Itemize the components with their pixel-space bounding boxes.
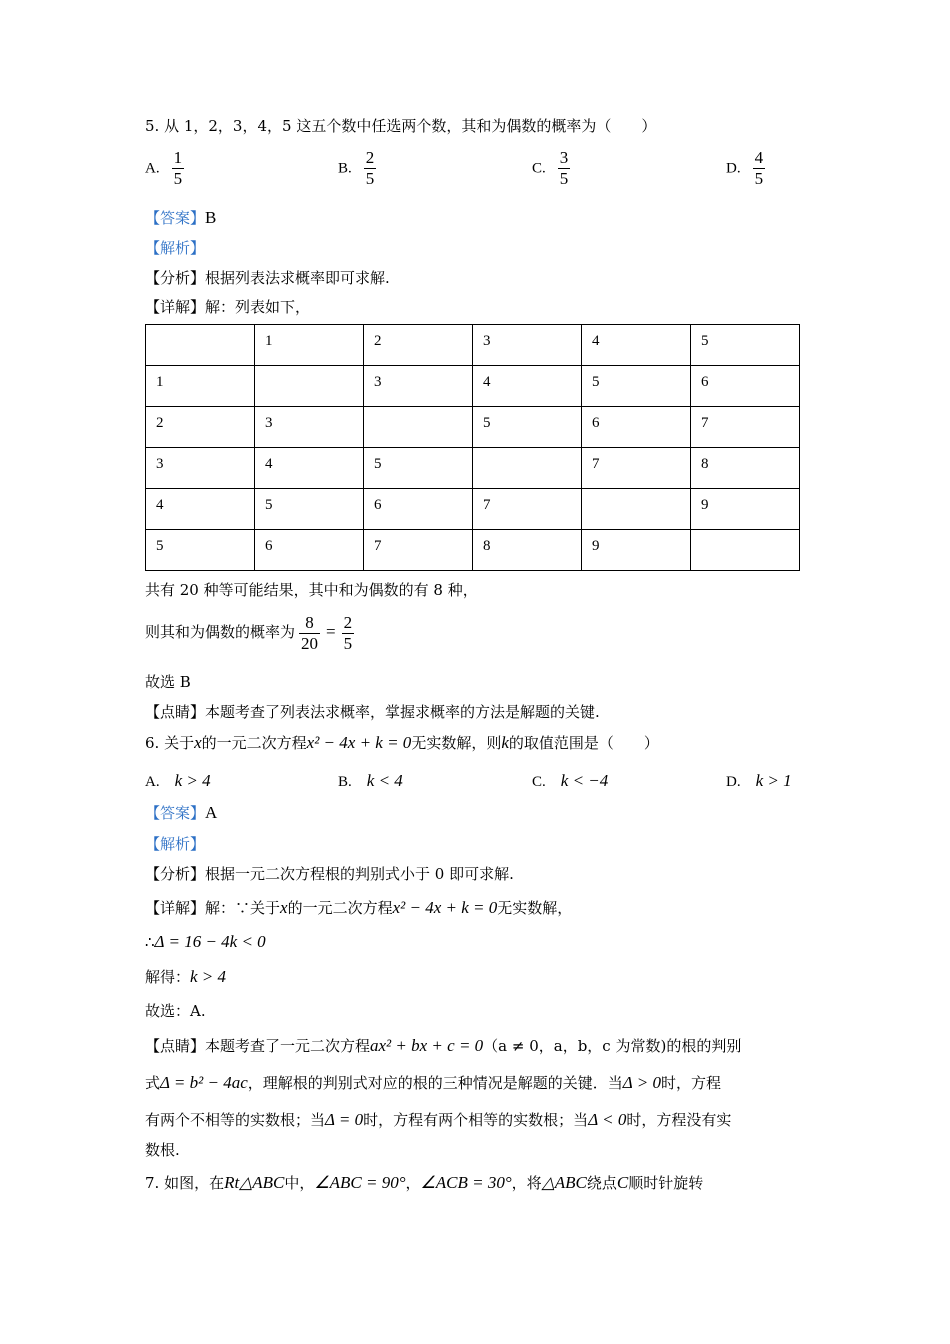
table-cell: 5 [582, 366, 691, 407]
table-cell [146, 325, 255, 366]
q5-option-c [532, 148, 570, 189]
table-row [146, 530, 800, 571]
table-row [146, 448, 800, 489]
q6-solve-line: 解得：k > 4 [145, 967, 227, 986]
q6-xiangjie: 【详解】解：∵关于x的一元二次方程x² − 4x + k = 0无实数解， [145, 898, 573, 917]
q5-answer [145, 208, 216, 228]
table-cell: 4 [255, 448, 364, 489]
equals-sign: = [326, 622, 336, 641]
table-cell [473, 448, 582, 489]
table-cell: 3 [255, 407, 364, 448]
fraction: $\frac{2}{5}$ [365, 148, 375, 188]
table-cell: 6 [691, 366, 800, 407]
table-cell: 3 [473, 325, 582, 366]
q6-dianjing-2: 式Δ = b² − 4ac，理解根的判别式对应的根的三种情况是解题的关键．当Δ > 0时，方程 [145, 1073, 721, 1092]
q6-option-a: A. k > 4 [145, 771, 211, 790]
q6-choose: 故选：A. [145, 1002, 206, 1020]
q6-dianjing-1: 【点睛】本题考查了一元二次方程ax² + bx + c = 0（a ≠ 0，a，b，c 为常数)的根的判别 [145, 1036, 742, 1055]
table-cell: 8 [473, 530, 582, 571]
q6-fenxi: 【分析】根据一元二次方程根的判别式小于 0 即可求解. [145, 865, 514, 883]
option-label: D. [726, 160, 741, 177]
table-row [146, 407, 800, 448]
q5-choose: 故选 B [145, 673, 191, 691]
q6-delta-line: ∴Δ = 16 − 4k < 0 [145, 932, 266, 951]
table-cell: 6 [582, 407, 691, 448]
option-label: A. [145, 160, 160, 177]
q5-option-d [726, 148, 765, 189]
q5-xiangjie: 【详解】解：列表如下， [145, 298, 311, 316]
table-cell: 4 [473, 366, 582, 407]
table-cell: 5 [364, 448, 473, 489]
prob-prefix: 则其和为偶数的概率为 [145, 623, 296, 641]
table-cell [364, 407, 473, 448]
table-cell: 6 [364, 489, 473, 530]
table-cell: 8 [691, 448, 800, 489]
answer-tag: 【答案】 [145, 209, 206, 227]
table-row [146, 325, 800, 366]
q6-option-d: D. k > 1 [726, 771, 792, 790]
table-cell: 7 [473, 489, 582, 530]
q5-analysis-tag: 【解析】 [145, 239, 206, 257]
table-cell: 9 [582, 530, 691, 571]
table-cell [582, 489, 691, 530]
table-cell: 7 [364, 530, 473, 571]
equation: x² − 4x + k = 0 [306, 733, 412, 752]
q6-dianjing-3: 有两个不相等的实数根；当Δ = 0时，方程有两个相等的实数根；当Δ < 0时，方程没有实 [145, 1110, 732, 1129]
fraction: $\frac{1}{5}$ [173, 148, 183, 188]
fraction: $\frac{8}{20}$ [301, 612, 319, 653]
table-cell: 1 [255, 325, 364, 366]
q5-fenxi: 【分析】根据列表法求概率即可求解. [145, 269, 390, 287]
sum-table [145, 324, 800, 571]
q5-option-a [145, 148, 184, 189]
q5-option-b [338, 148, 376, 189]
option-label: B. [338, 160, 352, 177]
table-cell: 6 [255, 530, 364, 571]
table-cell: 2 [146, 407, 255, 448]
q6-stem: 6. 关于x的一元二次方程x² − 4x + k = 0无实数解，则k的取值范围是（ ） [145, 733, 659, 752]
table-cell [691, 530, 800, 571]
table-cell: 5 [473, 407, 582, 448]
q6-option-b: B. k < 4 [338, 771, 403, 790]
table-cell: 4 [146, 489, 255, 530]
table-cell: 3 [364, 366, 473, 407]
fraction: $\frac{4}{5}$ [754, 148, 764, 188]
option-label: C. [532, 160, 546, 177]
table-cell: 5 [691, 325, 800, 366]
table-cell: 5 [255, 489, 364, 530]
q5-dianjing: 【点睛】本题考查了列表法求概率，掌握求概率的方法是解题的关键. [145, 703, 600, 721]
table-cell: 1 [146, 366, 255, 407]
table-cell: 7 [691, 407, 800, 448]
q5-stem: 5. 从 1，2，3，4，5 这五个数中任选两个数，其和为偶数的概率为（ ） [145, 117, 657, 135]
q6-analysis-tag: 【解析】 [145, 835, 206, 853]
q6-option-c: C. k < −4 [532, 771, 609, 790]
q6-dianjing-4: 数根. [145, 1141, 180, 1159]
q5-count-line: 共有 20 种等可能结果，其中和为偶数的有 8 种， [145, 581, 478, 599]
table-cell: 2 [364, 325, 473, 366]
fraction: $\frac{2}{5}$ [343, 612, 353, 653]
table-cell: 3 [146, 448, 255, 489]
table-cell [255, 366, 364, 407]
table-cell: 9 [691, 489, 800, 530]
table-cell: 5 [146, 530, 255, 571]
q5-probability-line [145, 612, 354, 654]
fraction: $\frac{3}{5}$ [559, 148, 569, 188]
q6-answer [145, 803, 217, 823]
answer-tag: 【答案】 [145, 804, 206, 822]
table-cell: 4 [582, 325, 691, 366]
table-row [146, 489, 800, 530]
table-cell: 7 [582, 448, 691, 489]
answer-value: A [205, 803, 218, 822]
q7-stem: 7. 如图，在Rt△ABC中，∠ABC = 90°，∠ACB = 30°，将△ABC绕点C顺时针旋转 [145, 1173, 704, 1192]
table-row [146, 366, 800, 407]
answer-value: B [205, 208, 217, 227]
